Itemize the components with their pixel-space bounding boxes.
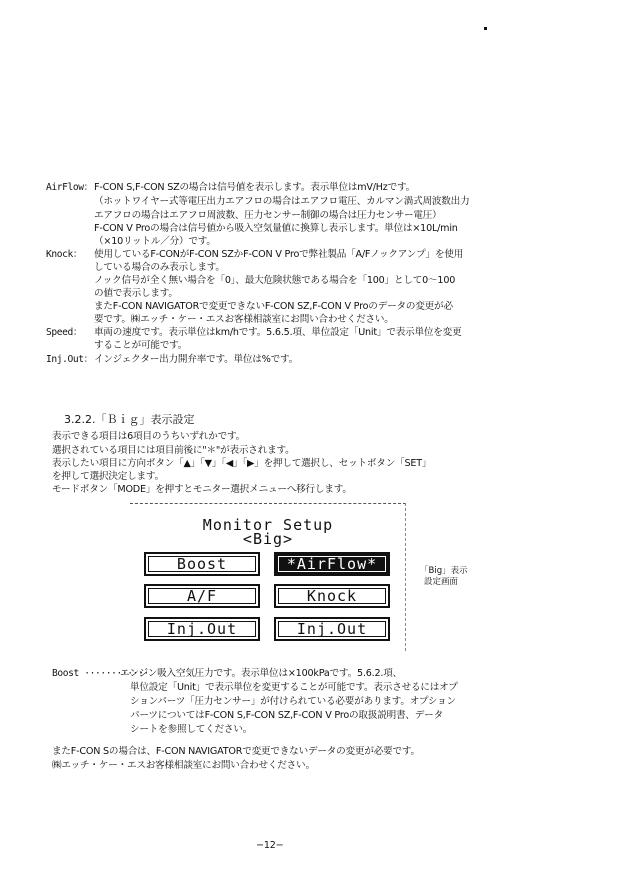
knock-label: Knock： xyxy=(46,249,83,260)
airflow-line: F-CON S,F-CON SZの場合は信号値を表示します。表示単位はmV/Hzです。 xyxy=(94,182,416,193)
airflow-button[interactable]: *AirFlow* xyxy=(274,552,390,576)
boost-line: パーツについてはF-CON S,F-CON SZ,F-CON V Proの取扱説明書、データ xyxy=(130,710,443,721)
speed-label: Speed： xyxy=(46,327,83,338)
knock-button[interactable]: Knock xyxy=(274,584,390,608)
section-heading: 3.2.2.「Ｂｉｇ」表示設定 xyxy=(64,413,195,426)
section-line: を押して選択決定します。 xyxy=(52,471,164,482)
boost-line: 単位設定「Unit」で表示単位を変更することが可能です。表示させるにはオプ xyxy=(130,682,458,693)
airflow-label: AirFlow： xyxy=(46,182,93,193)
section-line: 表示できる項目は6項目のうちいずれかです。 xyxy=(52,431,246,442)
panel-caption-line1: 「Big」表示 xyxy=(420,566,468,576)
airflow-line: （×10リットル／分）です。 xyxy=(94,236,216,247)
knock-line: 使用しているF-CONがF-CON SZかF-CON V Proで弊社製品「A/Fノックアンプ」を使用 xyxy=(94,249,464,260)
injout-left-button[interactable]: Inj.Out xyxy=(144,617,260,641)
monitor-setup-panel xyxy=(130,503,406,651)
airflow-line: エアフロの場合はエアフロ周波数、圧力センサー制御の場合は圧力センサー電圧） xyxy=(94,210,442,221)
boost-label: Boost ············ xyxy=(52,668,149,679)
boost-line: エンジン吸入空気圧力です。表示単位は×100kPaです。5.6.2.項、 xyxy=(120,668,403,679)
knock-line: している場合のみ表示します。 xyxy=(94,262,225,273)
section-line: 選択されている項目には項目前後に"＊"が表示されます。 xyxy=(52,445,295,456)
injout-right-button[interactable]: Inj.Out xyxy=(274,617,390,641)
speed-line: 車両の速度です。表示単位はkm/hです。5.6.5.項、単位設定「Unit」で表示単位を変更 xyxy=(94,327,462,338)
footer-note-line: またF-CON Sの場合は、F-CON NAVIGATORで変更できないデータの変更が必要です。 xyxy=(52,746,420,757)
footer-note-line: ㈱エッチ・ケー・エスお客様相談室にお問い合わせください。 xyxy=(52,760,315,771)
injout-label: Inj.Out： xyxy=(46,354,93,365)
panel-top-border xyxy=(130,503,406,504)
airflow-line: F-CON V Proの場合は信号値から吸入空気量値に換算し表示します。単位は×10L/min xyxy=(94,223,458,234)
monitor-title: Monitor Setup xyxy=(202,516,334,534)
knock-line: ノック信号が全く無い場合を「0」、最大危険状態である場合を「100」として0～100 xyxy=(94,275,456,286)
panel-caption-line2: 設定画面 xyxy=(424,577,459,587)
monitor-subtitle: <Big> xyxy=(242,530,294,548)
knock-line: の値で表示します。 xyxy=(94,288,178,299)
page-number: −12− xyxy=(256,840,284,851)
injout-line: インジェクター出力開弁率です。単位は%です。 xyxy=(94,354,299,365)
knock-line: またF-CON NAVIGATORで変更できないF-CON SZ,F-CON V Proのデータの変更が必 xyxy=(94,301,453,312)
scan-speck xyxy=(484,27,487,30)
boost-line: シートを参照してください。 xyxy=(130,724,253,735)
boost-line: ションパーツ「圧力センサー」が付けられている必要があります。オプション xyxy=(130,696,456,707)
knock-line: 要です。㈱エッチ・ケー・エスお客様相談室にお問い合わせください。 xyxy=(94,314,394,325)
airflow-line: （ホットワイヤー式等電圧出力エアフロの場合はエアフロ電圧、カルマン渦式周波数出力 xyxy=(94,196,470,207)
af-button[interactable]: A/F xyxy=(144,584,260,608)
section-line: 表示したい項目に方向ボタン「▲」「▼」「◀」「▶」を押して選択し、セットボタン「SET」 xyxy=(52,458,432,469)
speed-line: することが可能です。 xyxy=(94,340,188,351)
boost-button[interactable]: Boost xyxy=(144,552,260,576)
section-line: モードボタン「MODE」を押すとモニター選択メニューへ移行します。 xyxy=(52,484,352,495)
